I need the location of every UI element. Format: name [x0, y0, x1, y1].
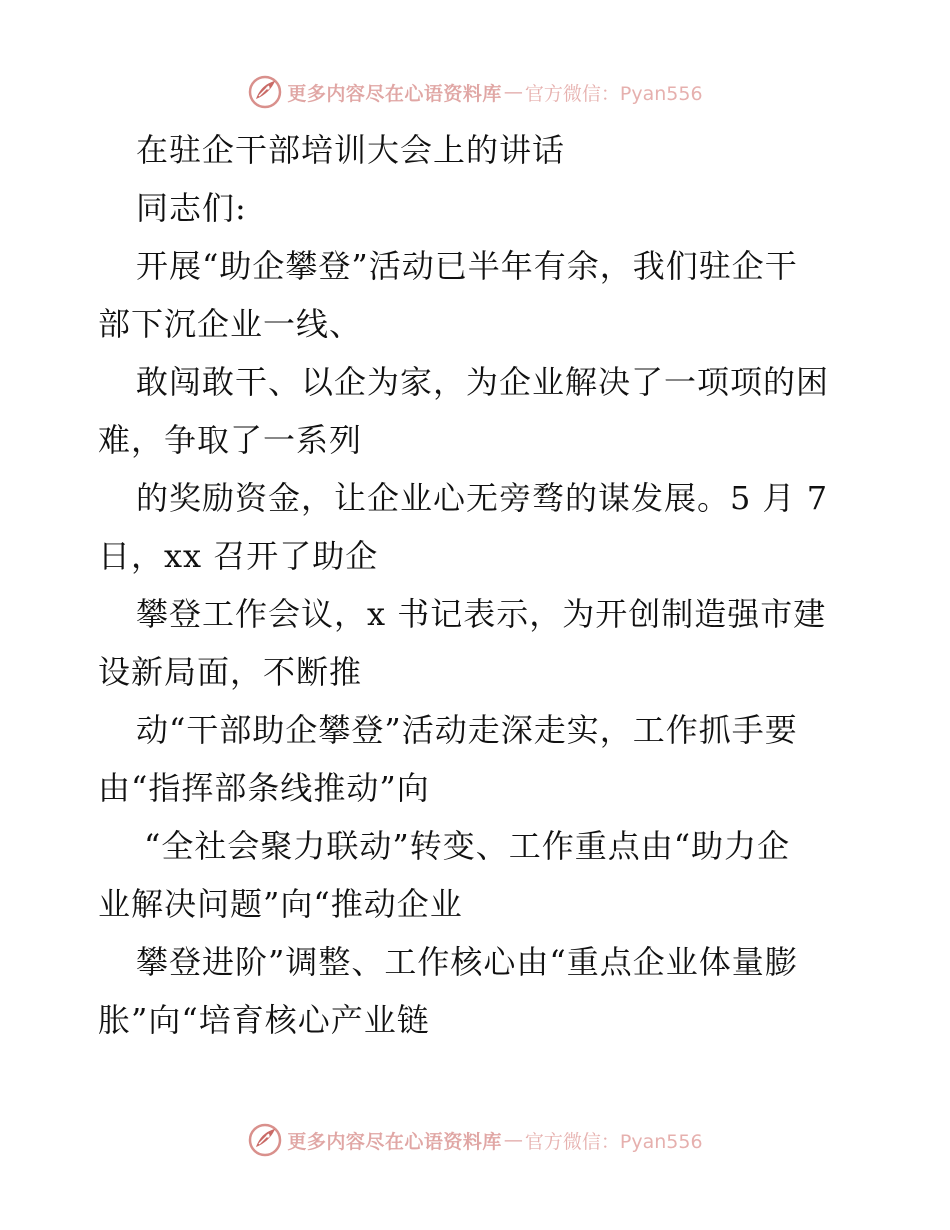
- paragraph-line: 动“干部助企攀登”活动走深走实，工作抓手要: [136, 711, 798, 749]
- paragraph-line: 设新局面，不断推: [98, 653, 363, 691]
- watermark-sub-text: 官方微信：Pyan556: [524, 82, 703, 105]
- document-body: [98, 121, 858, 1049]
- paragraph-line: 攀登进阶”调整、工作核心由“重点企业体量膨: [136, 943, 798, 981]
- watermark-dash: —: [503, 1129, 523, 1151]
- watermark-main-text: 更多内容尽在心语资料库: [287, 1130, 502, 1153]
- paragraph-line: “全社会聚力联动”转变、工作重点由“助力企: [144, 827, 791, 865]
- document-title: 在驻企干部培训大会上的讲话: [136, 131, 566, 169]
- pen-nib-logo-icon: [247, 1122, 283, 1158]
- paragraph-line: 开展“助企攀登”活动已半年有余，我们驻企干: [136, 247, 798, 285]
- watermark-sub-text: 官方微信：Pyan556: [524, 1130, 703, 1153]
- paragraph-line: 攀登工作会议，x 书记表示，为开创制造强市建: [136, 595, 827, 633]
- paragraph-line: 业解决问题”向“推动企业: [98, 885, 463, 923]
- paragraph-line: 敢闯敢干、以企为家，为企业解决了一项项的困: [136, 363, 830, 401]
- watermark-main-text: 更多内容尽在心语资料库: [287, 82, 502, 105]
- header-watermark: [0, 72, 950, 112]
- paragraph-line: 日，xx 召开了助企: [98, 537, 379, 575]
- salutation: 同志们:: [136, 189, 247, 227]
- paragraph-line: 的奖励资金，让企业心无旁骛的谋发展。5 月 7: [136, 479, 829, 517]
- watermark-dash: —: [503, 81, 523, 103]
- pen-nib-logo-icon: [247, 74, 283, 110]
- paragraph-line: 难，争取了一系列: [98, 421, 363, 459]
- paragraph-line: 由“指挥部条线推动”向: [98, 769, 430, 807]
- paragraph-line: 胀”向“培育核心产业链: [98, 1001, 430, 1039]
- footer-watermark: [0, 1120, 950, 1160]
- paragraph-line: 部下沉企业一线、: [98, 305, 363, 343]
